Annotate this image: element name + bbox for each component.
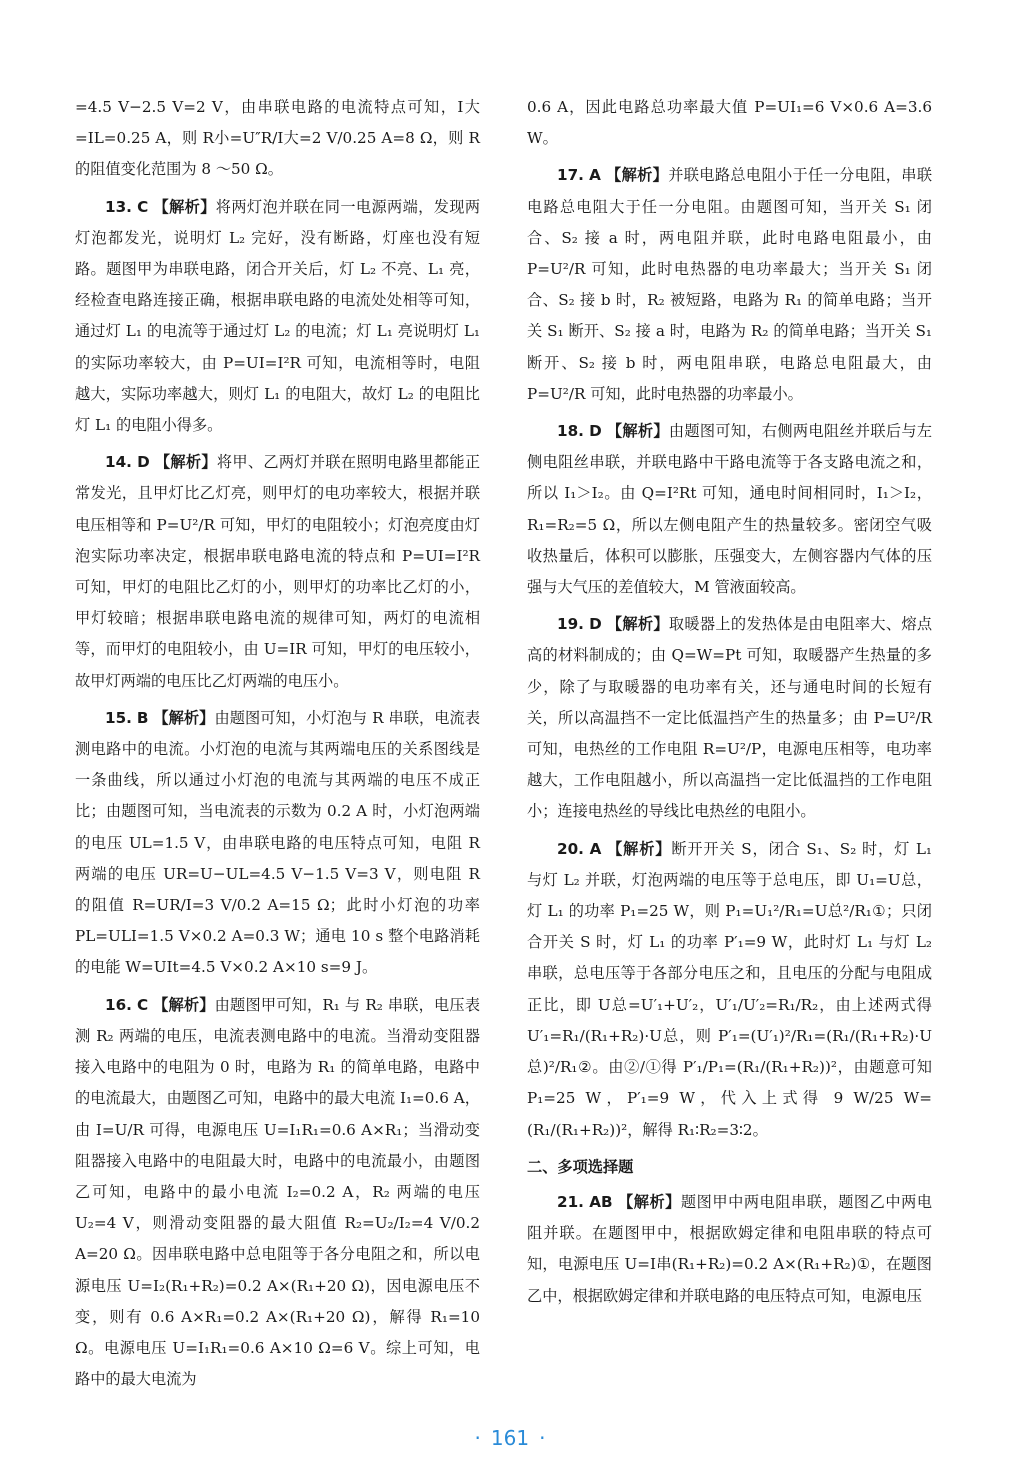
answer-number: 20. [557,839,584,858]
answer-text: 由题图可知，右侧两电阻丝并联后与左侧电阻丝串联，并联电路中干路电流等于各支路电流之和，所以 I₁＞I₂。由 Q=I²Rt 可知，通电时间相同时，I₁＞I₂，R₁=R₂=5 Ω，所以左侧电阻产生的热量较多。密闭空气吸收热量后，体积可以膨胀，压强变大，左侧容器内气体的压强与大气压的差值较大，M 管液面较高。 [527,422,933,597]
answer-number: 13. [105,197,132,216]
answer-text: 将甲、乙两灯并联在照明电路里都能正常发光，且甲灯比乙灯亮，则甲灯的电功率较大，根据并联电压相等和 P=U²/R 可知，甲灯的电阻较小；灯泡亮度由灯泡实际功率决定，根据串联电路电流的特点和 P=UI=I²R 可知，甲灯的电阻比乙灯的小，则甲灯的功率比乙灯的小，甲灯较暗；根据串联电路电流的规律可知，两灯的电流相等，而甲灯的电阻较小，由 U=IR 可知，甲灯的电压较小，故甲灯两端的电压比乙灯两端的电压小。 [75,453,481,690]
answer-20 [527,834,932,1146]
answer-number: 18. [557,422,584,441]
answer-18 [527,416,932,603]
answer-text: 取暖器上的发热体是由电阻率大、熔点高的材料制成的；由 Q=W=Pt 可知，取暖器产生热量的多少，除了与取暖器的电功率有关，还与通电时间的长短有关，所以高温挡不一定比低温挡产生的热量多；由 P=U²/R 可知，电热丝的工作电阻 R=U²/P，电源电压相等，电功率越大，工作电阻越小，所以高温挡一定比低温挡的工作电阻小；连接电热丝的导线比电热丝的电阻小。 [527,615,933,821]
answer-text: 断开开关 S，闭合 S₁、S₂ 时，灯 L₁ 与灯 L₂ 并联，灯泡两端的电压等于总电压，即 U₁=U总，灯 L₁ 的功率 P₁=25 W，则 P₁=U₁²/R₁=U总²/R₁①；只闭合开关 S 时，灯 L₁ 的功率 P′₁=9 W，此时灯 L₁ 与灯 L₂ 串联，总电压等于各部分电压之和，且电压的分配与电阻成正比，即 U总=U′₁+U′₂，U′₁/U′₂=R₁/R₂，由上述两式得 U′₁=R₁/(R₁+R₂)·U总，则 P′₁=(U′₁)²/R₁=(R₁/(R₁+R₂)·U总)²/R₁②。由②/①得 P′₁/P₁=(R₁/(R₁+R₂))²，由题意可知 P₁=25 W，P′₁=9 W，代入上式得 9 W/25 W=(R₁/(R₁+R₂))²，解得 R₁∶R₂=3∶2。 [527,839,933,1139]
analysis-tag: 【解析】 [154,453,217,472]
analysis-tag: 【解析】 [607,839,672,858]
section-heading: 二、多项选择题 [527,1157,634,1176]
page-number: 161 [490,1426,530,1450]
answer-choice: B [136,708,149,727]
analysis-tag: 【解析】 [606,615,669,634]
answer-text: 将两灯泡并联在同一电源两端，发现两灯泡都发光，说明灯 L₂ 完好，没有断路，灯座也没有短路。题图甲为串联电路，闭合开关后，灯 L₂ 不亮、L₁ 亮，经检查电路连接正确，根据串联电路的电流处处相等可知，通过灯 L₁ 的电流等于通过灯 L₂ 的电流；灯 L₁ 亮说明灯 L₁ 的实际功率较大，由 P=UI=I²R 可知，电流相等时，电阻越大，实际功率越大，则灯 L₁ 的电阻大，故灯 L₂ 的电阻比灯 L₁ 的电阻小得多。 [75,197,481,435]
answer-text: 并联电路总电阻小于任一分电阻，串联电路总电阻大于任一分电阻。由题图可知，当开关 S₁ 闭合、S₂ 接 a 时，两电阻并联，此时电路电阻最小，由 P=U²/R 可知，此时电热器的电功率最大；当开关 S₁ 闭合、S₂ 接 b 时，R₂ 被短路，电路为 R₁ 的简单电路；当开关 S₁ 断开、S₂ 接 a 时，电路为 R₂ 的简单电路；当开关 S₁ 断开、S₂ 接 b 时，两电阻串联，电路总电阻最大，由 P=U²/R 可知，此时电热器的功率最小。 [527,166,933,403]
answer-number: 16. [105,995,132,1014]
analysis-tag: 【解析】 [153,197,216,216]
answer-choice: D [589,615,602,634]
page-number-footer [0,1426,1020,1450]
answer-text: 题图甲中两电阻串联，题图乙中两电阻并联。在题图甲中，根据欧姆定律和电阻串联的特点可知，电源电压 U=I串(R₁+R₂)=0.2 A×(R₁+R₂)①，在题图乙中，根据欧姆定律和并联电路的电压特点可知，电源电压 [527,1192,933,1305]
analysis-tag: 【解析】 [618,1192,681,1211]
answer-choice: A [589,839,602,858]
analysis-tag: 【解析】 [153,995,215,1014]
continuation-text: =4.5 V−2.5 V=2 V，由串联电路的电流特点可知，I大=IL=0.25 A，则 R小=U″R/I大=2 V/0.25 A=8 Ω，则 R 的阻值变化范围为 8 ～50 Ω。 [75,98,480,179]
answer-choice: AB [589,1192,613,1211]
answer-21 [527,1187,932,1312]
answer-17 [527,160,932,410]
answer-text: 由题图甲可知，R₁ 与 R₂ 串联，电压表测 R₂ 两端的电压，电流表测电路中的电流。当滑动变阻器接入电路中的电阻为 0 时，电路为 R₁ 的简单电路，电路中的电流最大，由题图乙可知，电路中的最大电流 I₁=0.6 A，由 I=U/R 可得，电源电压 U=I₁R₁=0.6 A×R₁；当滑动变阻器接入电路中的电阻最大时，电路中的电流最小，由题图乙可知，电路中的最小电流 I₂=0.2 A，R₂ 两端的电压 U₂=4 V，则滑动变阻器的最大阻值 R₂=U₂/I₂=4 V/0.2 A=20 Ω。因串联电路中总电阻等于各分电阻之和，所以电源电压 U=I₂(R₁+R₂)=0.2 A×(R₁+20 Ω)，因电源电压不变，则有 0.6 A×R₁=0.2 A×(R₁+20 Ω)，解得 R₁=10 Ω。电源电压 U=I₁R₁=0.6 A×10 Ω=6 V。综上可知，电路中的最大电流为 [75,995,481,1389]
answer-number: 17. [557,166,584,185]
analysis-tag: 【解析】 [606,166,669,185]
right-column [527,92,932,1318]
answer-14 [75,447,480,697]
answer-15 [75,703,480,984]
answer-choice: C [137,197,149,216]
dot-right: · [539,1426,546,1450]
answer-number: 14. [105,453,132,472]
analysis-tag: 【解析】 [153,708,215,727]
answer-choice: A [589,166,601,185]
answer-number: 21. [557,1192,584,1211]
answer-text: 由题图可知，小灯泡与 R 串联，电流表测电路中的电流。小灯泡的电流与其两端电压的关系图线是一条曲线，所以通过小灯泡的电流与其两端的电压不成正比；由题图可知，当电流表的示数为 0.2 A 时，小灯泡两端的电压 UL=1.5 V，由串联电路的电压特点可知，电阻 R 两端的电压 UR=U−UL=4.5 V−1.5 V=3 V，则电阻 R 的阻值 R=UR/I=3 V/0.2 A=15 Ω；此时小灯泡的功率 PL=ULI=1.5 V×0.2 A=0.3 W；通电 10 s 整个电路消耗的电能 W=UIt=4.5 V×0.2 A×10 s=9 J。 [75,708,481,977]
left-column [75,92,480,1401]
analysis-tag: 【解析】 [606,422,669,441]
answer-16 [75,990,480,1396]
answer-13 [75,192,480,442]
answer-choice: D [589,422,602,441]
answer-choice: C [136,995,149,1014]
answer-choice: D [137,453,150,472]
continuation-text: 0.6 A，因此电路总功率最大值 P=UI₁=6 V×0.6 A=3.6 W。 [527,98,932,148]
dot-left: · [474,1426,481,1450]
answer-number: 19. [557,615,584,634]
answer-19 [527,609,932,827]
answer-number: 15. [105,708,132,727]
